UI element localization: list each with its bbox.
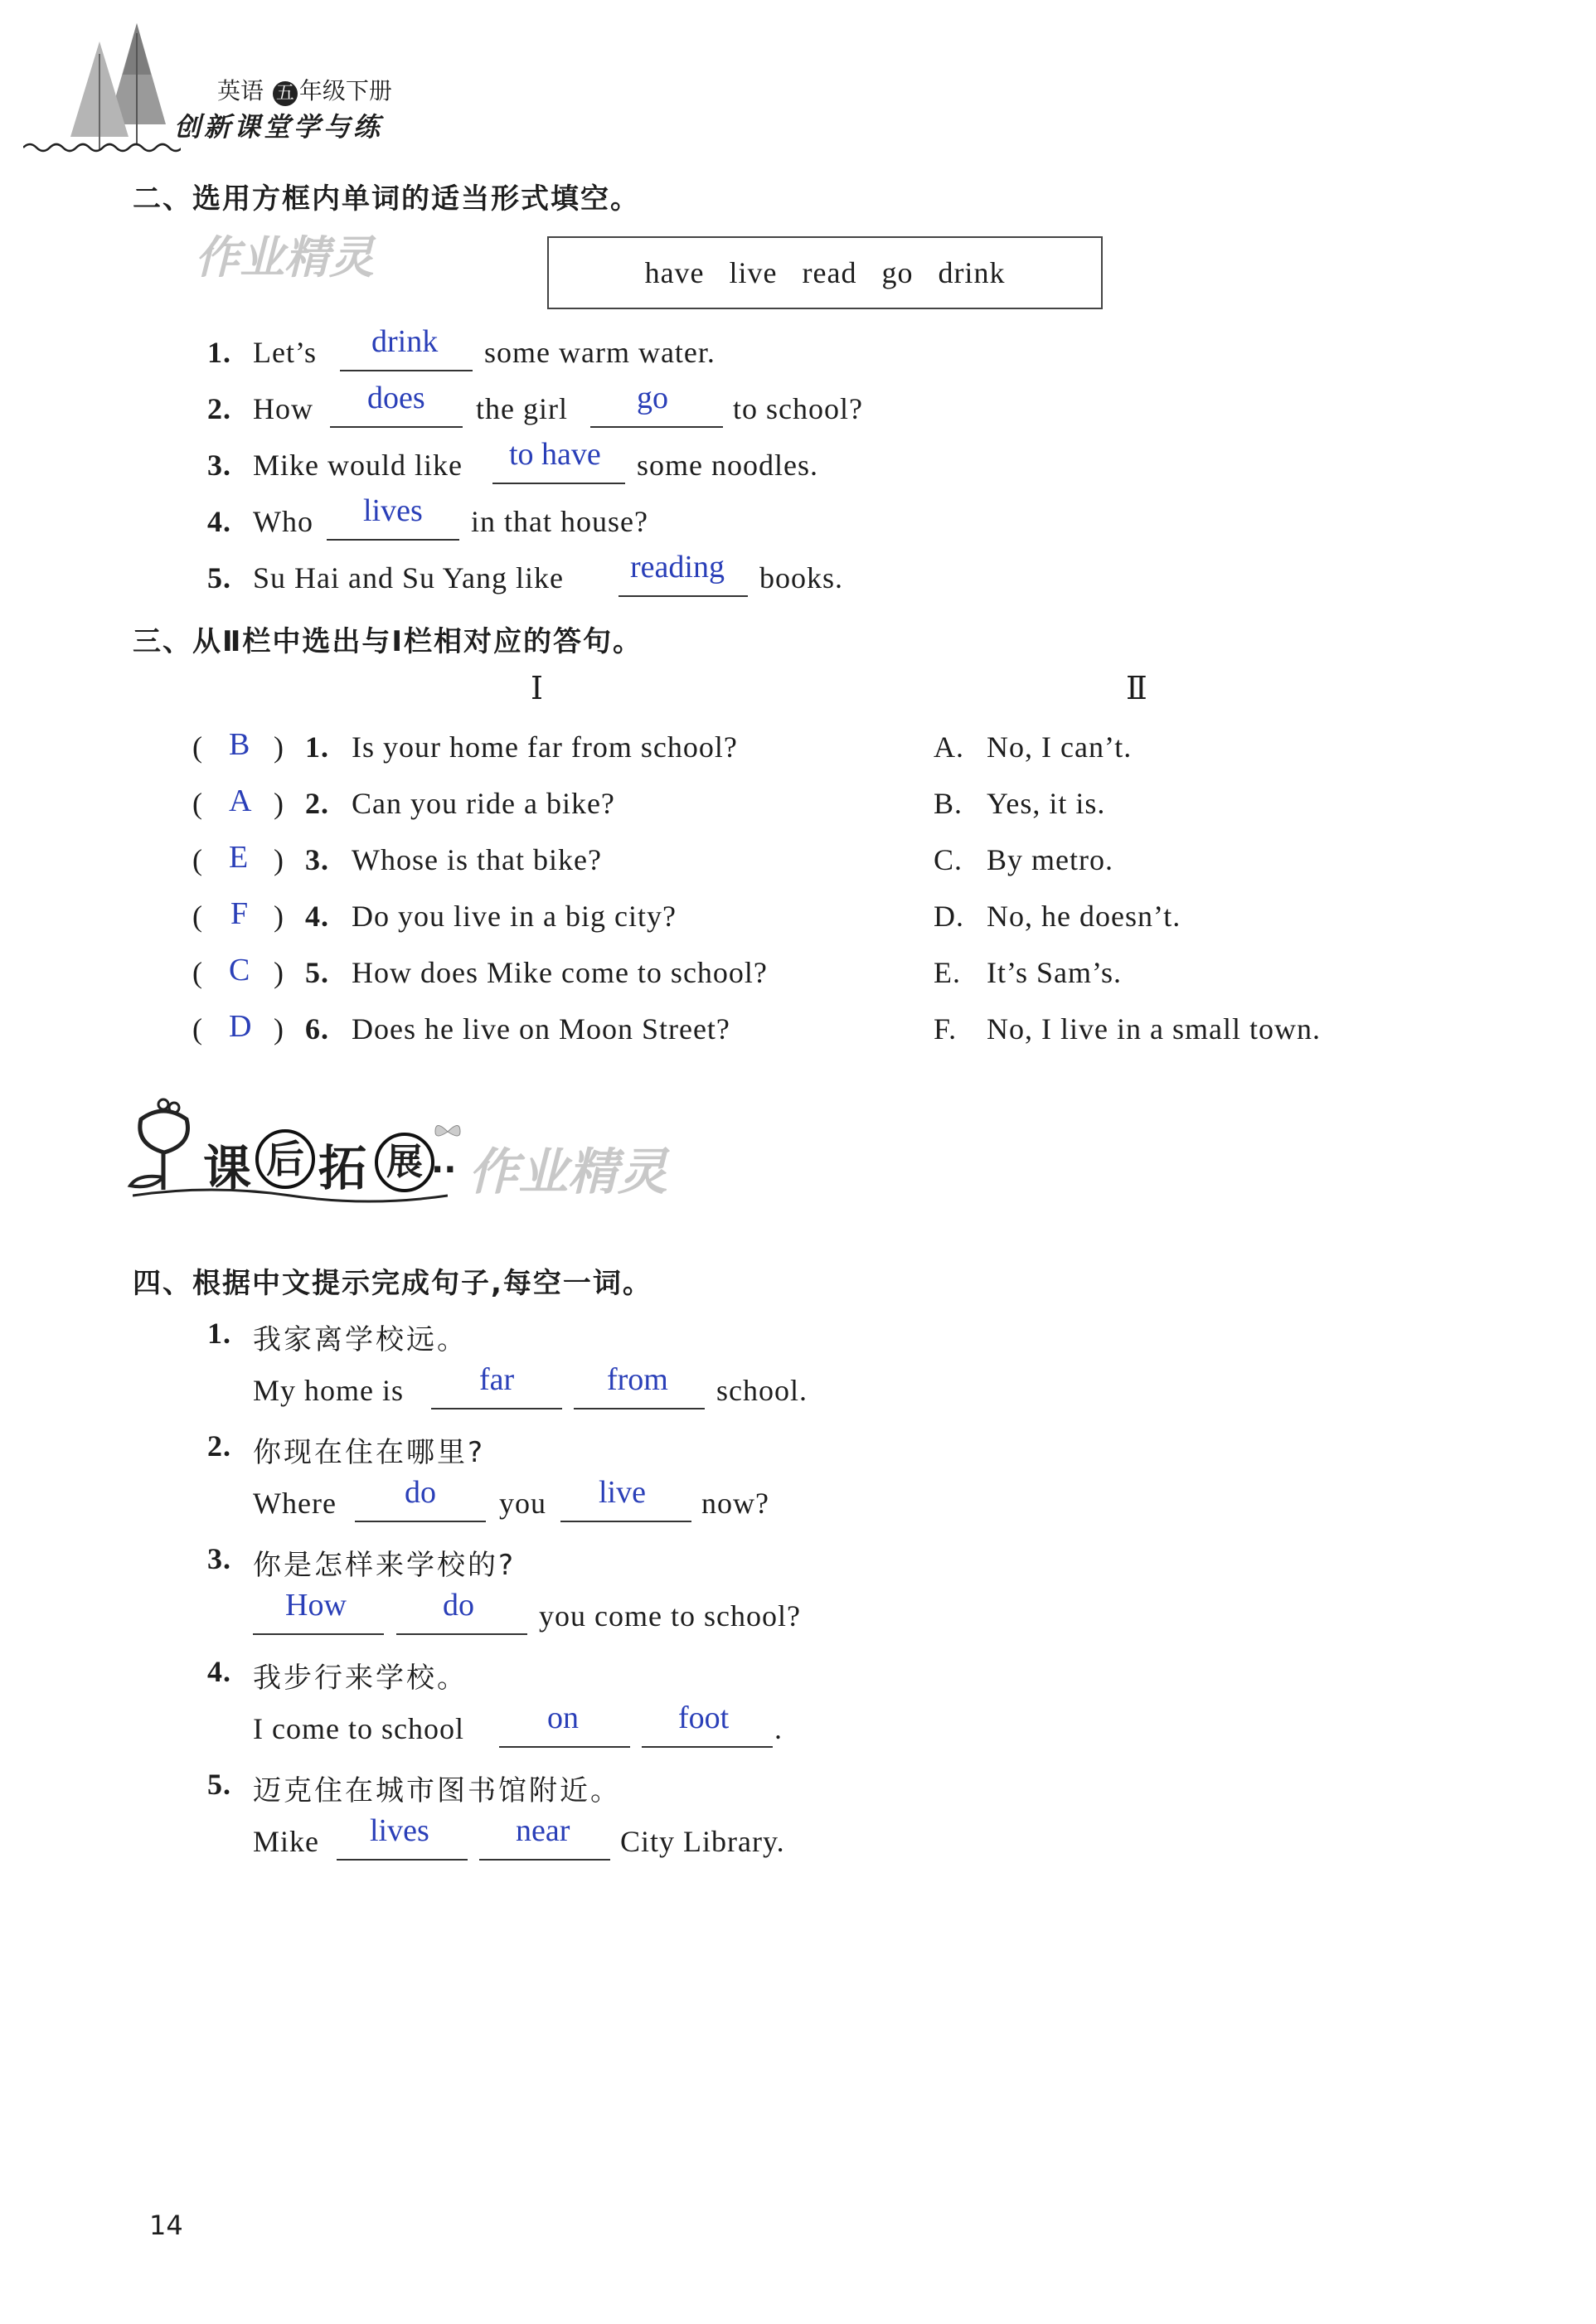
option-letter: E. [934,956,961,989]
section2-title: 二、选用方框内单词的适当形式填空。 [133,182,640,216]
item-number: 3. [207,449,231,482]
handwritten-answer: drink [371,324,439,359]
sentence-text: City Library. [620,1825,785,1858]
answer-blank [492,483,625,484]
option-letter: D. [934,900,964,933]
series-title: 创新课堂学与练 [174,111,384,143]
header-subject: 英语 五 年级下册 [217,77,392,104]
watermark: 作业精灵 [468,1143,667,1201]
chinese-prompt: 我步行来学校。 [253,1662,468,1695]
item-number: 4. [207,505,231,538]
question-text: How does Mike come to school? [352,956,768,989]
question-text: How [253,392,313,425]
item-number: 5. [207,561,231,594]
sentence-text: you come to school? [539,1599,801,1633]
handwritten-answer: do [405,1475,436,1510]
item-number: 4. [207,1655,231,1688]
question-text: Does he live on Moon Street? [352,1012,730,1046]
handwritten-answer: does [367,381,425,415]
handwritten-answer: live [599,1475,646,1510]
sentence-text: Mike [253,1825,319,1858]
question-text: Do you live in a big city? [352,900,677,933]
option-text: It’s Sam’s. [987,956,1123,989]
answer-blank [499,1746,630,1748]
sentence-text: . [774,1712,783,1745]
chinese-prompt: 迈克住在城市图书馆附近。 [253,1774,621,1807]
answer-blank [330,426,463,428]
handwritten-answer: lives [363,493,423,528]
item-number: 5. [207,1768,231,1801]
sentence-text: school. [716,1374,808,1407]
item-number: 4. [305,900,329,933]
banner-char: 课 [203,1140,252,1196]
handwritten-answer: do [443,1588,474,1623]
answer-blank [253,1633,384,1635]
handwritten-answer: lives [370,1813,429,1848]
butterfly-icon [431,1119,464,1144]
question-text: books. [759,561,844,594]
option-letter: B. [934,787,963,820]
item-number: 3. [305,843,329,876]
answer-blank [642,1746,773,1748]
handwritten-answer: E [229,840,249,875]
question-text: Mike would like [253,449,463,482]
handwritten-answer: to have [509,437,601,472]
answer-blank [619,595,748,597]
wave-line-icon [23,139,181,156]
item-number: 2. [207,392,231,425]
sentence-text: I come to school [253,1712,464,1745]
flower-icon [124,1094,203,1194]
option-letter: A. [934,730,964,764]
handwritten-answer: from [607,1362,668,1397]
question-text: Can you ride a bike? [352,787,615,820]
item-number: 1. [207,1317,231,1350]
question-text: Su Hai and Su Yang like [253,561,565,594]
watermark: 作业精灵 [195,231,374,284]
question-text: some warm water. [484,336,716,369]
item-number: 3. [207,1542,231,1575]
question-text: Who [253,505,313,538]
banner-char-circled: 展 [375,1133,434,1192]
answer-blank [396,1633,527,1635]
answer-blank [590,426,723,428]
answer-blank [479,1859,610,1861]
word-box-text: have live read go drink [644,256,1006,289]
option-text: No, he doesn’t. [987,900,1181,933]
question-text: Whose is that bike? [352,843,602,876]
handwritten-answer: foot [678,1701,730,1735]
handwritten-answer: near [516,1813,570,1848]
handwritten-answer: D [229,1009,252,1044]
word-box [547,236,1103,309]
banner-underline [133,1187,448,1204]
handwritten-answer: go [637,381,668,415]
sentence-text: My home is [253,1374,405,1407]
sentence-text: you [499,1487,546,1520]
column-2-header: Ⅱ [1126,672,1147,706]
handwritten-answer: far [479,1362,515,1397]
sentence-text: Where [253,1487,337,1520]
chinese-prompt: 你现在住在哪里? [253,1436,486,1469]
chinese-prompt: 我家离学校远。 [253,1323,468,1356]
sentence-text: now? [701,1487,769,1520]
option-text: No, I can’t. [987,730,1133,764]
question-text: Is your home far from school? [352,730,738,764]
handwritten-answer: F [230,896,249,931]
answer-blank [574,1408,705,1409]
item-number: 1. [305,730,329,764]
item-number: 2. [305,787,329,820]
question-text: the girl [476,392,568,425]
banner-char: 拓 [318,1140,367,1196]
answer-blank [560,1521,691,1522]
item-number: 5. [305,956,329,989]
section3-title: 三、从Ⅱ栏中选出与Ⅰ栏相对应的答句。 [133,625,643,658]
answer-blank [340,370,473,371]
grade-badge: 五 [273,81,298,106]
question-text: Let’s [253,336,317,369]
option-letter: F. [934,1012,958,1046]
handwritten-answer: on [547,1701,579,1735]
answer-blank [431,1408,562,1409]
question-text: some noodles. [637,449,818,482]
handwritten-answer: reading [630,550,725,585]
option-letter: C. [934,843,963,876]
column-1-header: Ⅰ [531,672,544,706]
option-text: By metro. [987,843,1113,876]
tree-logo-icon [25,17,182,158]
handwritten-answer: B [229,727,250,762]
item-number: 6. [305,1012,329,1046]
page-number: 14 [149,2210,183,2241]
answer-blank [327,539,459,541]
option-text: Yes, it is. [987,787,1106,820]
question-text: to school? [733,392,863,425]
banner-char-circled: 后 [255,1129,315,1189]
handwritten-answer: How [285,1588,347,1623]
chinese-prompt: 你是怎样来学校的? [253,1549,517,1582]
handwritten-answer: A [229,784,252,818]
option-text: No, I live in a small town. [987,1012,1321,1046]
section4-title: 四、根据中文提示完成句子,每空一词。 [133,1267,652,1300]
answer-blank [337,1859,468,1861]
answer-blank [355,1521,486,1522]
handwritten-answer: C [229,953,250,987]
item-number: 1. [207,336,231,369]
question-text: in that house? [471,505,648,538]
item-number: 2. [207,1429,231,1463]
banner-dots: ·· [431,1151,457,1189]
